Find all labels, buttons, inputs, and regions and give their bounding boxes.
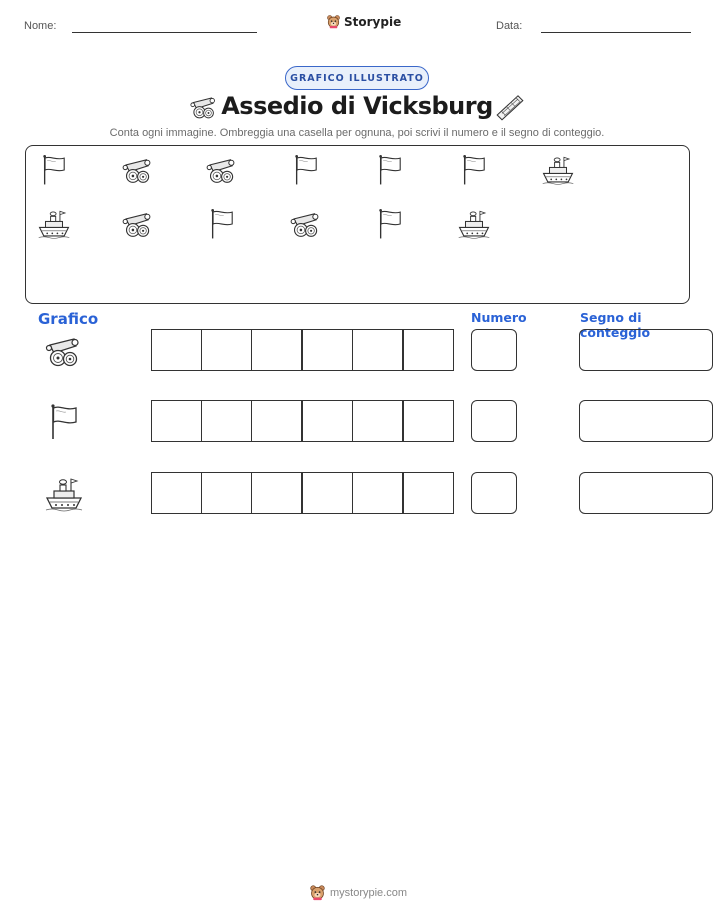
shade-box[interactable] — [201, 329, 252, 371]
name-line[interactable] — [72, 32, 257, 33]
shade-box[interactable] — [403, 400, 454, 442]
picture-counting-area — [25, 145, 690, 304]
shade-box[interactable] — [251, 472, 302, 514]
flag-icon — [205, 207, 239, 241]
number-box[interactable] — [471, 329, 517, 371]
shade-box[interactable] — [251, 400, 302, 442]
tally-box[interactable] — [579, 400, 713, 442]
shade-box[interactable] — [151, 329, 202, 371]
number-heading: Numero — [471, 310, 527, 325]
shade-box[interactable] — [151, 472, 202, 514]
tally-heading: Segno di conteggio — [580, 310, 651, 340]
shade-box[interactable] — [151, 400, 202, 442]
ship-icon — [541, 153, 575, 187]
number-box[interactable] — [471, 400, 517, 442]
shade-box[interactable] — [352, 329, 403, 371]
shade-box[interactable] — [251, 329, 302, 371]
date-label: Data: — [496, 20, 523, 32]
date-line[interactable] — [541, 32, 691, 33]
flag-icon — [373, 207, 407, 241]
shade-box[interactable] — [201, 472, 252, 514]
brand-name: Storypie — [344, 14, 402, 29]
number-box[interactable] — [471, 472, 517, 514]
cannon-icon — [121, 153, 155, 187]
bear-icon — [326, 14, 341, 29]
shade-box[interactable] — [352, 400, 403, 442]
flag-icon — [373, 153, 407, 187]
tally-box[interactable] — [579, 472, 713, 514]
ship-icon — [37, 207, 71, 241]
flag-icon — [457, 153, 491, 187]
graph-heading: Grafico — [38, 310, 99, 328]
flag-icon — [37, 153, 71, 187]
flag-icon — [289, 153, 323, 187]
flag-icon — [44, 402, 84, 442]
instructions: Conta ogni immagine. Ombreggia una casella per ognuna, poi scrivi il numero e il segno di conteggio. — [109, 127, 605, 139]
ship-icon — [457, 207, 491, 241]
tally-box[interactable] — [579, 329, 713, 371]
brand-logo — [326, 14, 401, 29]
name-label: Nome: — [24, 20, 57, 32]
page-title: Assedio di Vicksburg — [221, 92, 493, 120]
worksheet-type-badge: GRAFICO ILLUSTRATO — [285, 66, 429, 90]
cannon-icon — [289, 207, 323, 241]
shade-box[interactable] — [403, 329, 454, 371]
shade-box[interactable] — [403, 472, 454, 514]
cannon-icon — [121, 207, 155, 241]
cannon-icon — [205, 153, 239, 187]
bridge-icon — [494, 91, 526, 123]
shade-box[interactable] — [201, 400, 252, 442]
shade-box[interactable] — [302, 472, 353, 514]
footer-url[interactable]: mystorypie.com — [330, 886, 408, 899]
shade-box[interactable] — [302, 400, 353, 442]
cannon-icon — [44, 331, 84, 371]
shade-box[interactable] — [352, 472, 403, 514]
shade-box[interactable] — [302, 329, 353, 371]
footer — [309, 884, 407, 901]
bear-icon — [309, 884, 326, 901]
ship-icon — [44, 474, 84, 514]
